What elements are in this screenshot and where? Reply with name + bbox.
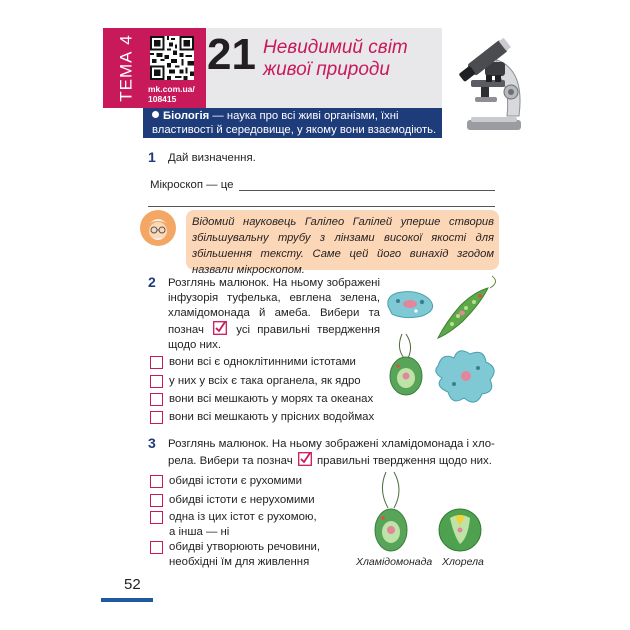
protists-illustration <box>382 274 504 426</box>
task2-option-4: вони всі мешкають у прісних водоймах <box>169 411 375 423</box>
chlamydomonas-icon <box>390 334 422 395</box>
task3-option-4: обидві утворюють речовини, необхідні їм для живлення <box>169 541 321 568</box>
task2-instruction: Розглянь малюнок. На ньому зображені інфузорія туфелька, евглена зелена, хламідомонада й амеба. Вибери та познач усі правильні твердження щодо них. <box>168 277 380 351</box>
task1-term-prompt: Мікроскоп — це <box>150 179 234 191</box>
lesson-number: 21 <box>207 30 256 79</box>
microscope-icon <box>445 22 540 134</box>
chlamydomonas-chlorella-illustration <box>364 468 498 554</box>
task3-option-checkbox-4[interactable] <box>150 541 163 554</box>
task1-answer-line-1[interactable] <box>239 190 495 191</box>
task2-option-2: у них у всіх є така органела, як ядро <box>169 375 361 387</box>
task1-instruction: Дай визначення. <box>168 152 256 164</box>
task3-option-2: обидві істоти є нерухомими <box>169 494 315 506</box>
definition-term: Біологія <box>163 110 210 122</box>
topic-label: ТЕМА 4 <box>117 34 136 102</box>
task2-number: 2 <box>148 274 156 290</box>
task2-option-1: вони всі є одноклітинними істотами <box>169 356 356 368</box>
task1-answer-line-2[interactable] <box>148 206 495 207</box>
task2-option-3: вони всі мешкають у морях та океанах <box>169 393 374 405</box>
definition-box: Біологія — наука про всі живі організми, їхні властивості й середовище, у якому вони взаємодіють. <box>143 108 442 138</box>
task2-option-checkbox-1[interactable] <box>150 356 163 369</box>
task3-number: 3 <box>148 435 156 451</box>
page-number: 52 <box>124 576 141 593</box>
caption-chlamydomonas: Хламідомонада <box>356 556 433 568</box>
bullet-icon <box>152 111 159 118</box>
paramecium-icon <box>388 292 433 318</box>
info-note-text: Відомий науковець Галілео Галілей уперше створив збільшувальну трубу з лінзами високої якості для збільшення тексту. Саме цей його винахід згодом назвали мікроскопом. <box>192 216 494 276</box>
task3-option-checkbox-1[interactable] <box>150 475 163 488</box>
chlamydomonas-icon <box>375 472 407 551</box>
lesson-title: Невидимий світ живої природи <box>263 37 408 80</box>
task2-option-checkbox-4[interactable] <box>150 411 163 424</box>
task2-option-checkbox-2[interactable] <box>150 375 163 388</box>
scientist-avatar-icon <box>139 209 177 247</box>
page-number-bar <box>101 598 153 602</box>
check-mark-icon <box>298 452 312 466</box>
task3-option-1: обидві істоти є рухомими <box>169 475 302 487</box>
euglena-icon <box>438 276 496 338</box>
task1-number: 1 <box>148 149 156 165</box>
task3-option-checkbox-3[interactable] <box>150 511 163 524</box>
task3-option-checkbox-2[interactable] <box>150 494 163 507</box>
task2-option-checkbox-3[interactable] <box>150 393 163 406</box>
task3-option-3: одна із цих істот є рухомою, а інша — ні <box>169 511 317 538</box>
task3-instruction: Розглянь малюнок. На ньому зображені хламідомонада і хло- рела. Вибери та познач правильні твердження щодо них. <box>168 438 495 467</box>
resource-link[interactable]: mk.com.ua/ 108415 <box>148 84 195 104</box>
chlorella-icon <box>439 509 481 551</box>
check-mark-icon <box>213 321 227 335</box>
amoeba-icon <box>436 351 494 402</box>
qr-code-icon[interactable] <box>150 36 194 80</box>
caption-chlorella: Хлорела <box>442 556 484 568</box>
